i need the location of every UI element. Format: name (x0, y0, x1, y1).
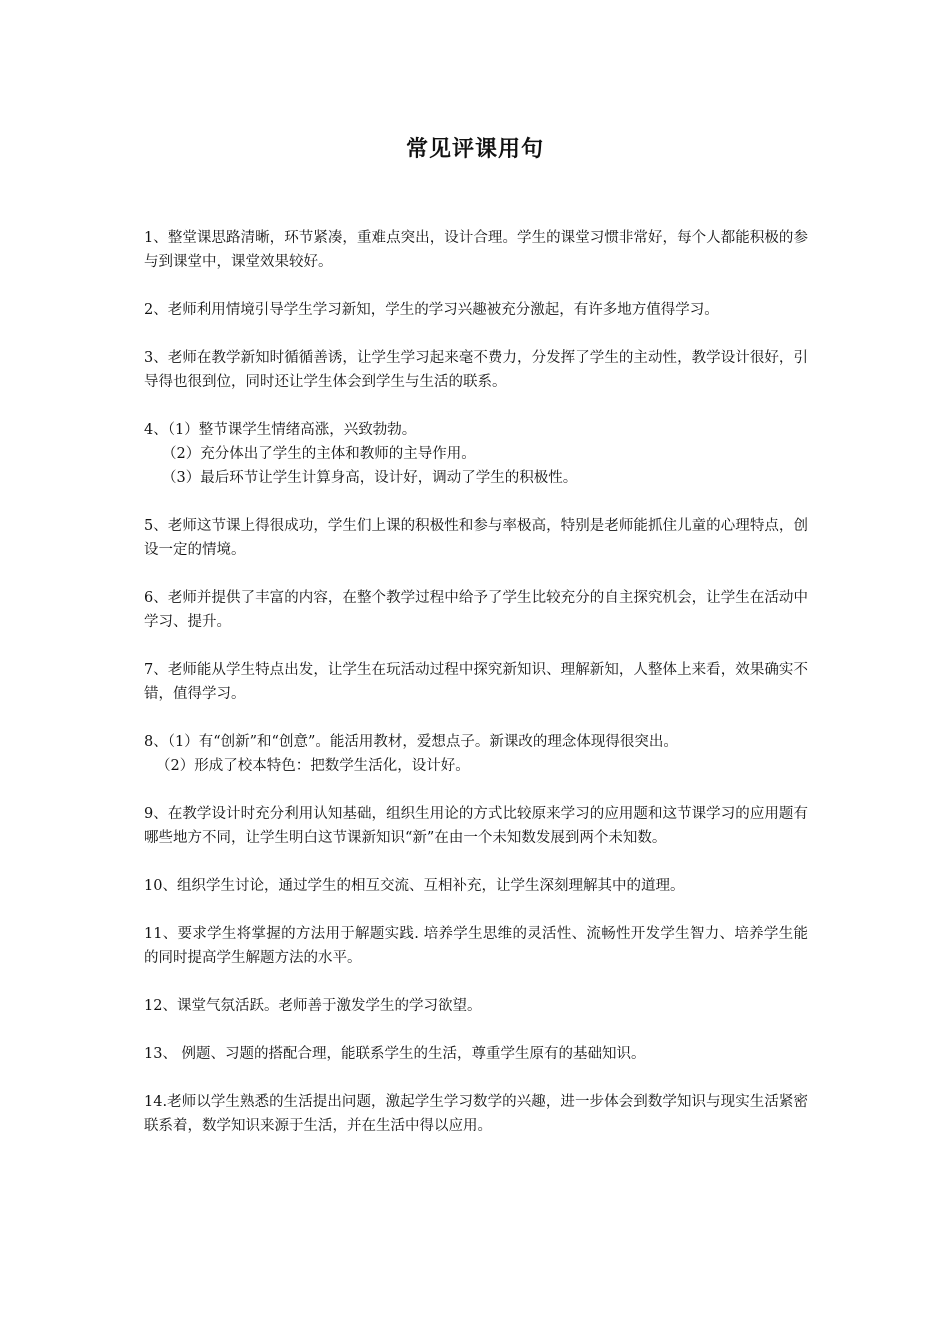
page-title: 常见评课用句 (405, 136, 544, 162)
list-item-10: 10、组织学生讨论，通过学生的相互交流、互相补充，让学生深刻理解其中的道理。 (144, 878, 685, 894)
list-item-8-text: 8、（1）有“创新”和“创意”。能活用教材，爱想点子。新课改的理念体现得很突出。 (144, 734, 678, 750)
list-item-8 (144, 730, 808, 778)
list-item-6: 6、老师并提供了丰富的内容，在整个教学过程中给予了学生比较充分的自主探究机会，让学生在活动中学习、提升。 (144, 590, 808, 630)
list-item-13: 13、 例题、习题的搭配合理，能联系学生的生活，尊重学生原有的基础知识。 (144, 1046, 646, 1062)
list-item-4-sub-2: （2）充分体出了学生的主体和教师的主导作用。 (162, 446, 476, 462)
list-item-1: 1、整堂课思路清晰，环节紧凑，重难点突出，设计合理。学生的课堂习惯非常好，每个人都能积极的参与到课堂中，课堂效果较好。 (144, 230, 808, 270)
list-item-11: 11、要求学生将掌握的方法用于解题实践. 培养学生思维的灵活性、流畅性开发学生智力、培养学生能的同时提高学生解题方法的水平。 (144, 926, 808, 966)
list-item-8-sub-2: （2）形成了校本特色：把数学生活化，设计好。 (156, 758, 470, 774)
list-item-5: 5、老师这节课上得很成功，学生们上课的积极性和参与率极高，特别是老师能抓住儿童的心理特点，创设一定的情境。 (144, 518, 808, 558)
list-item-2: 2、老师利用情境引导学生学习新知，学生的学习兴趣被充分激起，有许多地方值得学习。 (144, 302, 719, 318)
document-body (144, 226, 808, 1162)
list-item-4 (144, 418, 808, 490)
list-item-3: 3、老师在教学新知时循循善诱，让学生学习起来毫不费力，分发挥了学生的主动性，教学设计很好，引导得也很到位，同时还让学生体会到学生与生活的联系。 (144, 350, 808, 390)
list-item-4-text: 4、（1）整节课学生情绪高涨，兴致勃勃。 (144, 422, 417, 438)
list-item-4-sub-3: （3）最后环节让学生计算身高，设计好，调动了学生的积极性。 (162, 470, 578, 486)
list-item-7: 7、老师能从学生特点出发，让学生在玩活动过程中探究新知识、理解新知，人整体上来看，效果确实不错，值得学习。 (144, 662, 808, 702)
list-item-9: 9、在教学设计时充分利用认知基础，组织生用论的方式比较原来学习的应用题和这节课学习的应用题有哪些地方不同，让学生明白这节课新知识“新”在由一个未知数发展到两个未知数。 (144, 806, 808, 846)
list-item-14: 14.老师以学生熟悉的生活提出问题，激起学生学习数学的兴趣，进一步体会到数学知识与现实生活紧密联系着，数学知识来源于生活，并在生活中得以应用。 (144, 1094, 808, 1134)
list-item-12: 12、课堂气氛活跃。老师善于激发学生的学习欲望。 (144, 998, 482, 1014)
